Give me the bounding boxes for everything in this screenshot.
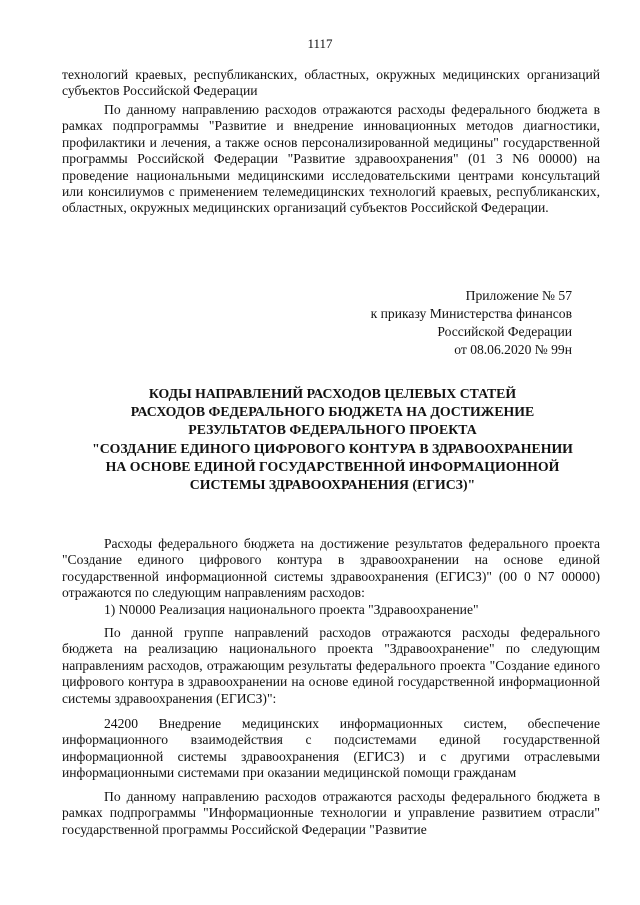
- body-paragraph-code-24200: 24200 Внедрение медицинских информационных систем, обеспечение информационного взаимодействия с подсистемами единой государственной информационной системы здравоохранения (ЕГИСЗ) и с другими отраслевыми информационными системами при оказании медицинской помощи гражданам: [62, 716, 600, 781]
- intro-paragraph-telemedicine: По данному направлению расходов отражаются расходы федерального бюджета в рамках подпрограммы "Развитие и внедрение инновационных методов диагностики, профилактики и лечения, а также основ персонализированной медицины" государственной программы Российской Федерации "Развитие здравоохранения" (01 3 N6 00000) на проведение национальными медицинскими исследовательскими центрами консультаций или консилиумов с применением телемедицинских технологий краевых, республиканских, областных, окружных медицинских организаций субъектов Российской Федерации.: [62, 102, 600, 216]
- heading-line: СИСТЕМЫ ЗДРАВООХРАНЕНИЯ (ЕГИСЗ)": [189, 477, 476, 493]
- appendix-date: от 08.06.2020 № 99н: [454, 342, 572, 357]
- page-number: 1117: [307, 36, 333, 51]
- heading-line: РЕЗУЛЬТАТОВ ФЕДЕРАЛЬНОГО ПРОЕКТА: [188, 422, 477, 438]
- appendix-number: Приложение № 57: [465, 288, 572, 303]
- heading-line: НА ОСНОВЕ ЕДИНОЙ ГОСУДАРСТВЕННОЙ ИНФОРМАЦИОННОЙ: [105, 458, 560, 474]
- heading-line: "СОЗДАНИЕ ЕДИНОГО ЦИФРОВОГО КОНТУРА В ЗДРАВООХРАНЕНИИ: [92, 440, 573, 456]
- document-heading: [60, 385, 605, 494]
- body-paragraph-overview: Расходы федерального бюджета на достижение результатов федерального проекта "Создание единого цифрового контура в здравоохранении на основе единой государственной информационной системы здравоохранения (ЕГИСЗ)" (00 0 N7 00000) отражаются по следующим направлениям расходов:: [62, 536, 600, 601]
- body-paragraph-national-project: 1) N0000 Реализация национального проекта "Здравоохранение": [104, 602, 479, 617]
- heading-line: КОДЫ НАПРАВЛЕНИЙ РАСХОДОВ ЦЕЛЕВЫХ СТАТЕЙ: [148, 386, 517, 401]
- body-paragraph-subprogram: По данному направлению расходов отражаются расходы федерального бюджета в рамках подпрограммы "Информационные технологии и управление развитием отрасли" государственной программы Российской Федерации "Развитие: [62, 789, 600, 837]
- heading-line: РАСХОДОВ ФЕДЕРАЛЬНОГО БЮДЖЕТА НА ДОСТИЖЕНИЕ: [130, 404, 535, 420]
- appendix-reference: [330, 287, 572, 359]
- appendix-order: к приказу Министерства финансов: [370, 306, 572, 321]
- intro-paragraph-continuation: технологий краевых, республиканских, областных, окружных медицинских организаций субъектов Российской Федерации: [62, 67, 600, 99]
- appendix-country: Российской Федерации: [437, 324, 572, 339]
- body-paragraph-group-description: По данной группе направлений расходов отражаются расходы федерального бюджета на реализацию национального проекта "Здравоохранение" по следующим направлениям расходов, отражающим результаты федерального проекта "Создание единого цифрового контура в здравоохранении на основе единой государственной информационной системы здравоохранения (ЕГИСЗ)":: [62, 625, 600, 706]
